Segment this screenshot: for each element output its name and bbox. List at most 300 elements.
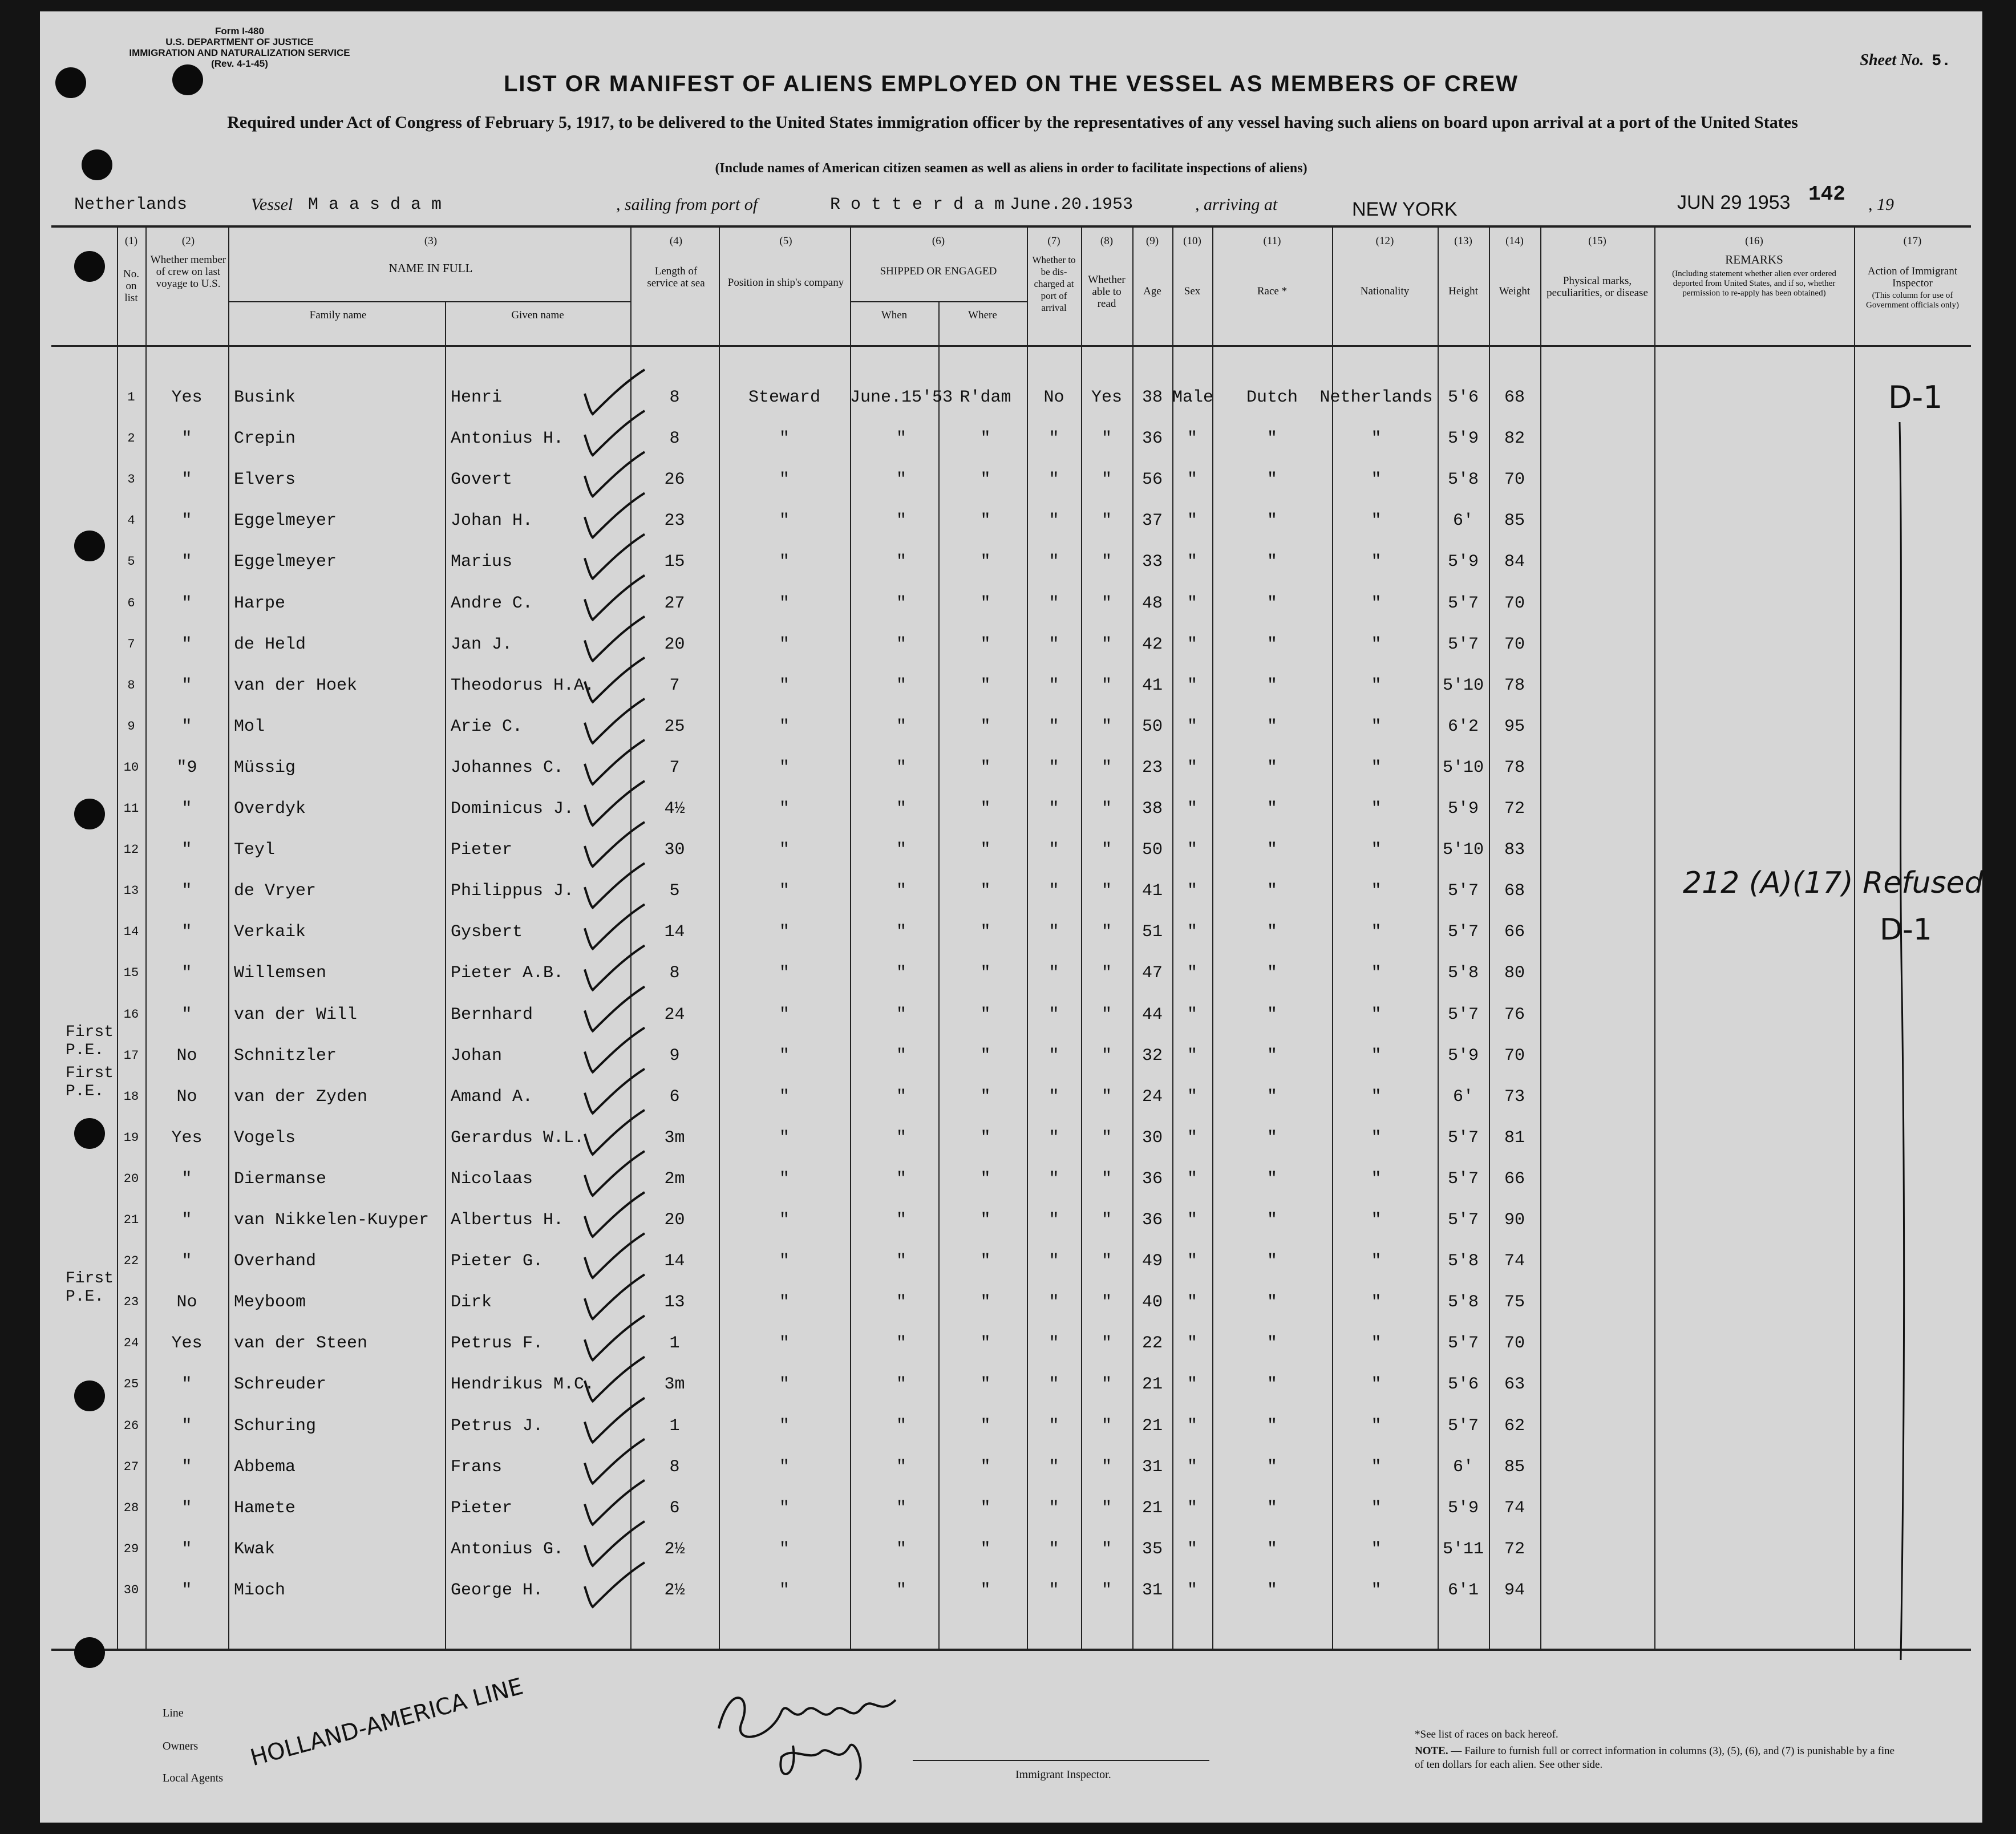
cell-race: " <box>1266 758 1277 778</box>
cell-weight: 66 <box>1504 1169 1525 1189</box>
cell-weight: 82 <box>1504 429 1525 449</box>
cell-when: June.15'53 <box>849 388 953 407</box>
cell-age: 41 <box>1141 881 1163 901</box>
cell-family: Harpe <box>234 593 286 613</box>
cell-height: 6' <box>1452 1457 1473 1477</box>
cell-where: " <box>980 1334 991 1354</box>
check-mark <box>585 617 645 661</box>
cell-no: 25 <box>123 1377 139 1392</box>
check-mark <box>585 1274 645 1319</box>
cell-when: " <box>896 429 906 449</box>
col-race-header: Race * <box>1257 285 1288 297</box>
col-remarks-note: (Including statement whether alien ever ordered deported from United States, and if so, whether permission to re-apply has been obtained) <box>1672 269 1836 298</box>
col-shipped-header: SHIPPED OR ENGAGED <box>880 265 997 277</box>
cell-when: " <box>896 1580 906 1600</box>
cell-position: " <box>779 799 790 819</box>
cell-member: " <box>181 1498 192 1518</box>
cell-when: " <box>896 922 906 942</box>
cell-where: " <box>980 881 991 901</box>
cell-when: " <box>896 1252 906 1272</box>
cell-where: " <box>980 1457 991 1477</box>
cell-no: 11 <box>123 801 139 816</box>
cell-weight: 62 <box>1504 1416 1525 1436</box>
cell-where: " <box>980 1539 991 1559</box>
refused-annotation: 212 (A)(17) Refused <box>1683 866 1983 900</box>
cell-weight: 73 <box>1504 1087 1525 1107</box>
cell-position: " <box>779 1087 790 1107</box>
cell-given: Dirk <box>451 1293 492 1313</box>
cell-sex: " <box>1187 511 1197 531</box>
cell-no: 27 <box>123 1459 139 1474</box>
cell-discharged: " <box>1049 634 1059 654</box>
cell-discharged: " <box>1049 1375 1059 1395</box>
cell-sex: " <box>1187 799 1197 819</box>
cell-sex: " <box>1187 1087 1197 1107</box>
action-d1-second: D-1 <box>1880 913 1932 947</box>
cell-discharged: " <box>1049 1210 1059 1230</box>
cell-given: Marius <box>451 552 513 572</box>
cell-family: Müssig <box>234 758 296 778</box>
col-action-header: Action of Immigrant Inspector <box>1867 265 1958 289</box>
check-mark <box>585 493 645 537</box>
cell-family: van der Hoek <box>234 675 358 695</box>
cell-given: Antonius G. <box>451 1539 564 1559</box>
cell-read: " <box>1101 1375 1112 1395</box>
cell-family: Busink <box>234 388 296 407</box>
cell-no: 17 <box>123 1048 139 1063</box>
cell-height: 6' <box>1452 511 1473 531</box>
cell-race: " <box>1266 634 1277 654</box>
cell-given: Johan <box>451 1046 503 1066</box>
cell-sex: " <box>1187 1293 1197 1313</box>
cell-nationality: " <box>1371 716 1382 736</box>
cell-weight: 80 <box>1504 963 1525 983</box>
col-member-header: Whether member of crew on last voyage to U.S. <box>150 254 226 290</box>
cell-discharged: " <box>1049 470 1059 490</box>
cell-read: " <box>1101 1005 1112 1025</box>
cell-member: No <box>176 1087 197 1107</box>
cell-read: " <box>1101 840 1112 860</box>
cell-age: 30 <box>1141 1128 1163 1148</box>
cell-read: " <box>1101 716 1112 736</box>
cell-weight: 72 <box>1504 799 1525 819</box>
cell-discharged: " <box>1049 1334 1059 1354</box>
cell-length: 25 <box>664 716 685 736</box>
cell-length: 9 <box>669 1046 680 1066</box>
check-mark <box>585 1480 645 1525</box>
cell-given: Petrus F. <box>451 1334 544 1354</box>
cell-read: " <box>1101 1293 1112 1313</box>
footer-line-label: Line <box>163 1707 184 1719</box>
cell-weight: 81 <box>1504 1128 1525 1148</box>
cell-sex: " <box>1187 1334 1197 1354</box>
cell-family: Elvers <box>234 470 296 490</box>
cell-weight: 94 <box>1504 1580 1525 1600</box>
cell-length: 27 <box>664 593 685 613</box>
cell-nationality: " <box>1371 1293 1382 1313</box>
cell-no: 30 <box>123 1582 139 1597</box>
cell-race: " <box>1266 922 1277 942</box>
cell-given: Petrus J. <box>451 1416 544 1436</box>
cell-height: 5'7 <box>1447 1128 1479 1148</box>
col-discharged-header: Whether to be dis-charged at port of arrival <box>1032 254 1076 313</box>
footer-owners-label: Owners <box>163 1740 199 1752</box>
cell-race: " <box>1266 1457 1277 1477</box>
cell-height: 5'10 <box>1442 840 1484 860</box>
cell-no: 9 <box>127 719 135 734</box>
cell-read: " <box>1101 881 1112 901</box>
cell-nationality: " <box>1371 1457 1382 1477</box>
cell-discharged: " <box>1049 1498 1059 1518</box>
check-mark <box>585 781 645 825</box>
cell-race: " <box>1266 1580 1277 1600</box>
cell-position: " <box>779 922 790 942</box>
cell-nationality: " <box>1371 511 1382 531</box>
col-read-header: Whether able to read <box>1088 274 1126 310</box>
cell-age: 21 <box>1141 1498 1163 1518</box>
cell-nationality: " <box>1371 963 1382 983</box>
cell-age: 50 <box>1141 716 1163 736</box>
cell-member: Yes <box>171 388 203 407</box>
check-mark <box>585 576 645 620</box>
cell-nationality: " <box>1371 634 1382 654</box>
cell-given: Johannes C. <box>451 758 564 778</box>
cell-when: " <box>896 1457 906 1477</box>
cell-family: Hamete <box>234 1498 296 1518</box>
cell-nationality: " <box>1371 1498 1382 1518</box>
cell-no: 28 <box>123 1500 139 1515</box>
cell-when: " <box>896 881 906 901</box>
cell-read: " <box>1101 675 1112 695</box>
footer-races-note: *See list of races on back hereof. <box>1415 1728 1558 1740</box>
cell-age: 22 <box>1141 1334 1163 1354</box>
footer-agents-label: Local Agents <box>163 1772 224 1784</box>
cell-height: 5'8 <box>1447 1252 1479 1272</box>
col-num-5: (5) <box>779 235 792 247</box>
col-num-7: (7) <box>1047 235 1060 247</box>
cell-length: 7 <box>669 675 680 695</box>
cell-race: " <box>1266 1169 1277 1189</box>
include-note: (Include names of American citizen seamen as well as aliens in order to facilitate inspections of aliens) <box>715 161 1307 176</box>
cell-family: van Nikkelen-Kuyper <box>234 1210 430 1230</box>
cell-length: 23 <box>664 511 685 531</box>
cell-family: de Held <box>234 634 306 654</box>
cell-weight: 85 <box>1504 511 1525 531</box>
cell-age: 47 <box>1141 963 1163 983</box>
cell-where: " <box>980 511 991 531</box>
cell-age: 31 <box>1141 1580 1163 1600</box>
cell-member: " <box>181 634 192 654</box>
cell-family: Vogels <box>234 1128 296 1148</box>
cell-sex: " <box>1187 716 1197 736</box>
cell-family: de Vryer <box>234 881 317 901</box>
cell-position: " <box>779 758 790 778</box>
cell-weight: 70 <box>1504 1334 1525 1354</box>
cell-read: " <box>1101 552 1112 572</box>
cell-weight: 74 <box>1504 1498 1525 1518</box>
cell-given: Bernhard <box>451 1005 533 1025</box>
cell-given: Nicolaas <box>451 1169 533 1189</box>
cell-where: " <box>980 1375 991 1395</box>
cell-age: 44 <box>1141 1005 1163 1025</box>
cell-given: Pieter G. <box>451 1252 544 1272</box>
cell-no: 26 <box>123 1418 139 1433</box>
cell-nationality: " <box>1371 1169 1382 1189</box>
cell-member: " <box>181 511 192 531</box>
cell-height: 5'7 <box>1447 1416 1479 1436</box>
cell-family: Meyboom <box>234 1293 306 1313</box>
cell-height: 5'8 <box>1447 470 1479 490</box>
cell-read: " <box>1101 634 1112 654</box>
cell-where: " <box>980 1087 991 1107</box>
cell-read: " <box>1101 922 1112 942</box>
cell-race: " <box>1266 1252 1277 1272</box>
cell-no: 20 <box>123 1171 139 1186</box>
cell-height: 5'10 <box>1442 758 1484 778</box>
cell-discharged: " <box>1049 1005 1059 1025</box>
cell-length: 6 <box>669 1498 680 1518</box>
cell-first-pe: First P.E. <box>66 1064 114 1100</box>
cell-when: " <box>896 840 906 860</box>
cell-nationality: " <box>1371 1580 1382 1600</box>
cell-discharged: " <box>1049 1416 1059 1436</box>
cell-age: 48 <box>1141 593 1163 613</box>
cell-position: " <box>779 593 790 613</box>
form-number: Form I-480 <box>215 26 264 37</box>
footer-note-text: — Failure to furnish full or correct information in columns (3), (5), (6), and (7) is punishable by a fine of ten dollars for each alien. See other side. <box>1415 1745 1895 1771</box>
cell-read: Yes <box>1091 388 1122 407</box>
cell-no: 1 <box>127 390 135 404</box>
cell-given: Frans <box>451 1457 503 1477</box>
cell-race: " <box>1266 675 1277 695</box>
cell-age: 35 <box>1141 1539 1163 1559</box>
cell-when: " <box>896 1046 906 1066</box>
cell-sex: " <box>1187 634 1197 654</box>
cell-position: " <box>779 1128 790 1148</box>
cell-sex: Male <box>1172 388 1214 407</box>
cell-sex: " <box>1187 1252 1197 1272</box>
cell-given: Govert <box>451 470 513 490</box>
cell-given: Henri <box>451 388 503 407</box>
cell-member: " <box>181 1005 192 1025</box>
cell-no: 18 <box>123 1089 139 1104</box>
cell-sex: " <box>1187 593 1197 613</box>
cell-where: R'dam <box>960 388 1011 407</box>
cell-no: 21 <box>123 1213 139 1227</box>
cell-age: 38 <box>1141 799 1163 819</box>
cell-family: Mol <box>234 716 265 736</box>
cell-when: " <box>896 716 906 736</box>
cell-sex: " <box>1187 552 1197 572</box>
cell-member: " <box>181 1210 192 1230</box>
check-mark <box>585 945 645 990</box>
cell-position: " <box>779 1210 790 1230</box>
cell-nationality: " <box>1371 1334 1382 1354</box>
col-num-6: (6) <box>932 235 945 247</box>
cell-length: 24 <box>664 1005 685 1025</box>
col-num-13: (13) <box>1454 235 1472 247</box>
cell-discharged: " <box>1049 675 1059 695</box>
cell-when: " <box>896 963 906 983</box>
cell-height: 5'7 <box>1447 1334 1479 1354</box>
cell-family: van der Zyden <box>234 1087 368 1107</box>
cell-position: " <box>779 1046 790 1066</box>
cell-height: 5'9 <box>1447 552 1479 572</box>
cell-family: Overdyk <box>234 799 306 819</box>
cell-race: " <box>1266 840 1277 860</box>
cell-age: 38 <box>1141 388 1163 407</box>
form-rev: (Rev. 4-1-45) <box>211 58 268 69</box>
cell-read: " <box>1101 593 1112 613</box>
cell-nationality: " <box>1371 593 1382 613</box>
cell-nationality: " <box>1371 758 1382 778</box>
cell-race: " <box>1266 470 1277 490</box>
check-mark <box>585 1192 645 1237</box>
col-num-11: (11) <box>1263 235 1281 247</box>
cell-where: " <box>980 552 991 572</box>
check-mark <box>585 699 645 743</box>
col-action-note: (This column for use of Government officials only) <box>1865 291 1959 310</box>
cell-weight: 83 <box>1504 840 1525 860</box>
vessel-name: M a a s d a m <box>308 195 442 214</box>
binder-hole <box>82 149 112 180</box>
cell-family: Willemsen <box>234 963 327 983</box>
cell-sex: " <box>1187 963 1197 983</box>
cell-nationality: Netherlands <box>1319 388 1433 407</box>
cell-no: 2 <box>127 431 135 446</box>
cell-height: 5'7 <box>1447 1169 1479 1189</box>
cell-discharged: " <box>1049 1087 1059 1107</box>
cell-nationality: " <box>1371 1005 1382 1025</box>
cell-position: " <box>779 1293 790 1313</box>
cell-sex: " <box>1187 1375 1197 1395</box>
cell-position: " <box>779 881 790 901</box>
cell-age: 23 <box>1141 758 1163 778</box>
cell-no: 22 <box>123 1254 139 1269</box>
cell-member: " <box>181 1252 192 1272</box>
cell-member: " <box>181 1580 192 1600</box>
cell-where: " <box>980 716 991 736</box>
cell-given: Hendrikus M.C. <box>451 1375 595 1395</box>
cell-no: 6 <box>127 596 135 610</box>
cell-discharged: " <box>1049 758 1059 778</box>
cell-position: " <box>779 963 790 983</box>
cell-discharged: " <box>1049 922 1059 942</box>
cell-race: " <box>1266 1498 1277 1518</box>
cell-no: 24 <box>123 1336 139 1351</box>
cell-nationality: " <box>1371 840 1382 860</box>
cell-length: 2m <box>664 1169 685 1189</box>
cell-member: "9 <box>176 758 197 778</box>
cell-when: " <box>896 1005 906 1025</box>
cell-nationality: " <box>1371 1046 1382 1066</box>
cell-length: 15 <box>664 552 685 572</box>
cell-height: 5'11 <box>1442 1539 1484 1559</box>
cell-read: " <box>1101 799 1112 819</box>
cell-age: 51 <box>1141 922 1163 942</box>
cell-weight: 78 <box>1504 758 1525 778</box>
cell-weight: 72 <box>1504 1539 1525 1559</box>
cell-sex: " <box>1187 1580 1197 1600</box>
cell-height: 5'9 <box>1447 799 1479 819</box>
cell-discharged: No <box>1043 388 1064 407</box>
cell-nationality: " <box>1371 1375 1382 1395</box>
cell-discharged: " <box>1049 552 1059 572</box>
cell-discharged: " <box>1049 593 1059 613</box>
cell-length: 5 <box>669 881 680 901</box>
cell-discharged: " <box>1049 1580 1059 1600</box>
cell-nationality: " <box>1371 1539 1382 1559</box>
cell-length: 20 <box>664 1210 685 1230</box>
cell-age: 32 <box>1141 1046 1163 1066</box>
binder-hole <box>55 67 86 98</box>
cell-height: 5'6 <box>1447 1375 1479 1395</box>
cell-given: Johan H. <box>451 511 533 531</box>
cell-when: " <box>896 552 906 572</box>
year-label: , 19 <box>1868 195 1894 214</box>
cell-length: 4½ <box>664 799 685 819</box>
cell-race: " <box>1266 881 1277 901</box>
flag: Netherlands <box>74 195 188 214</box>
cell-member: Yes <box>171 1128 203 1148</box>
inspector-signature <box>707 1660 918 1786</box>
footer-inspector-label: Immigrant Inspector. <box>1015 1768 1111 1781</box>
subtitle: Required under Act of Congress of February 5, 1917, to be delivered to the United States immigration officer by the representatives of any vessel having such aliens on board upon arrival at a port of the United States <box>227 113 1798 132</box>
cell-discharged: " <box>1049 511 1059 531</box>
cell-member: " <box>181 593 192 613</box>
cell-position: " <box>779 1252 790 1272</box>
cell-no: 14 <box>123 925 139 940</box>
cell-member: " <box>181 1416 192 1436</box>
cell-length: 7 <box>669 758 680 778</box>
cell-discharged: " <box>1049 799 1059 819</box>
cell-nationality: " <box>1371 881 1382 901</box>
cell-when: " <box>896 675 906 695</box>
cell-member: " <box>181 881 192 901</box>
cell-position: " <box>779 1005 790 1025</box>
cell-read: " <box>1101 963 1112 983</box>
cell-given: Arie C. <box>451 716 523 736</box>
cell-sex: " <box>1187 1539 1197 1559</box>
col-num-1: (1) <box>124 235 138 247</box>
cell-when: " <box>896 470 906 490</box>
cell-where: " <box>980 799 991 819</box>
cell-position: " <box>779 470 790 490</box>
cell-read: " <box>1101 1416 1112 1436</box>
cell-discharged: " <box>1049 1293 1059 1313</box>
footer-note-label: NOTE. <box>1415 1745 1448 1757</box>
check-marks <box>40 11 1982 1823</box>
cell-age: 36 <box>1141 1169 1163 1189</box>
cell-when: " <box>896 593 906 613</box>
cell-race: " <box>1266 1005 1277 1025</box>
departure-date: June.20.1953 <box>1010 195 1134 214</box>
col-num-17: (17) <box>1903 235 1922 247</box>
cell-member: " <box>181 922 192 942</box>
cell-where: " <box>980 1580 991 1600</box>
check-mark <box>585 904 645 949</box>
cell-family: Kwak <box>234 1539 276 1559</box>
col-no-header: No. on list <box>123 268 139 304</box>
cell-height: 5'7 <box>1447 922 1479 942</box>
cell-read: " <box>1101 1087 1112 1107</box>
col-num-2: (2) <box>181 235 195 247</box>
cell-sex: " <box>1187 922 1197 942</box>
arrival-date-stamp: JUN 29 1953 <box>1677 192 1791 213</box>
cell-family: Eggelmeyer <box>234 511 337 531</box>
cell-nationality: " <box>1371 799 1382 819</box>
cell-race: " <box>1266 1046 1277 1066</box>
